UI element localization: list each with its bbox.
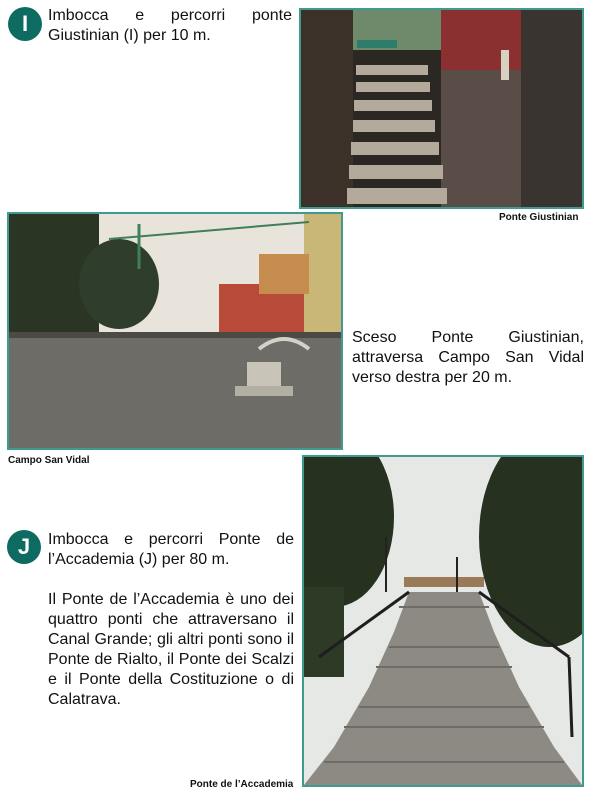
- step-j-info: Il Ponte de l’Accademia è uno dei quattro ponti che attraversano il Canal Grande; gli altri ponti sono il Ponte de Rialto, il Ponte dei Scalzi e il Ponte della Costituzione o di Calatrava.: [48, 591, 294, 708]
- caption-ponte-giustinian: Ponte Giustinian: [499, 212, 579, 223]
- step-i-text: Imbocca e percorri ponte Giustinian (I) per 10 m.: [48, 7, 292, 44]
- step-j-text: Imbocca e percorri Ponte de l’Accademia (J) per 80 m.: [48, 531, 294, 568]
- photo-ponte-accademia: [302, 455, 584, 787]
- photo-ponte-giustinian: [299, 8, 584, 209]
- photo-campo-san-vidal: [7, 212, 343, 450]
- middle-text: Sceso Ponte Giustinian, attraversa Campo San Vidal verso destra per 20 m.: [352, 329, 584, 386]
- caption-ponte-accademia: Ponte de l’Accademia: [190, 779, 294, 790]
- step-badge-j: J: [7, 530, 41, 564]
- step-badge-i: I: [8, 7, 42, 41]
- caption-campo-san-vidal: Campo San Vidal: [8, 455, 90, 466]
